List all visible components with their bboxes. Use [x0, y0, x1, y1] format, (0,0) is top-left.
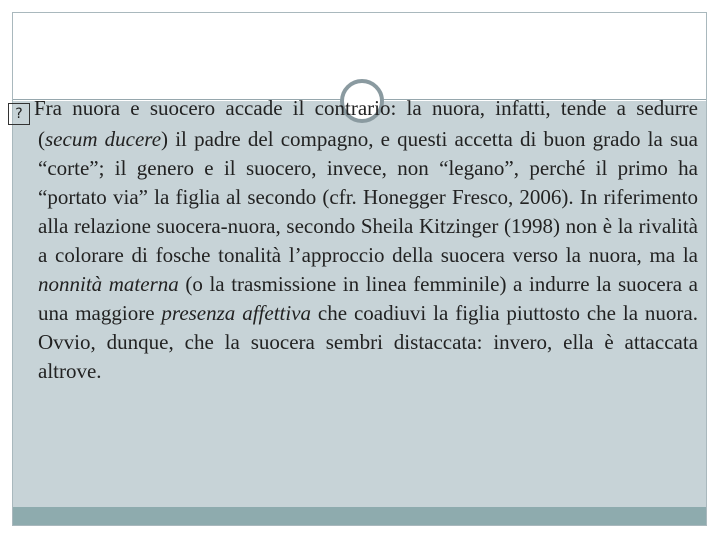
text-run: che coadiuvi la figlia piuttosto che la nuora. Ovvio, dunque, che la suocera sembri distaccata: invero, ella è attaccata altrove.	[38, 301, 698, 383]
footer-bar	[13, 507, 706, 525]
text-run-italic: presenza affettiva	[161, 301, 312, 325]
text-run: (o la trasmissione in linea femminile) a indurre la suocera a una maggiore	[38, 272, 698, 325]
body-paragraph	[8, 94, 698, 386]
text-run: Fra nuora e suocero accade il contrario: la nuora, infatti, tende a sedurre (	[34, 96, 698, 151]
text-run-italic: nonnità materna	[38, 272, 179, 296]
bullet-icon: ?	[8, 103, 30, 125]
text-run: ) il padre del compagno, e questi accetta di buon grado la sua “corte”; il genero e il suocero, invece, non “legano”, perché il primo ha “portato via” la figlia al secondo (cfr. Honegger Fresco, 2006). In riferimento alla relazione suocera-nuora, secondo Sheila Kitzinger (1998) non è la rivalità a colorare di fosche tonalità l’approccio della suocera verso la nuora, ma la	[38, 127, 698, 267]
text-run-italic: secum ducere	[45, 127, 162, 151]
